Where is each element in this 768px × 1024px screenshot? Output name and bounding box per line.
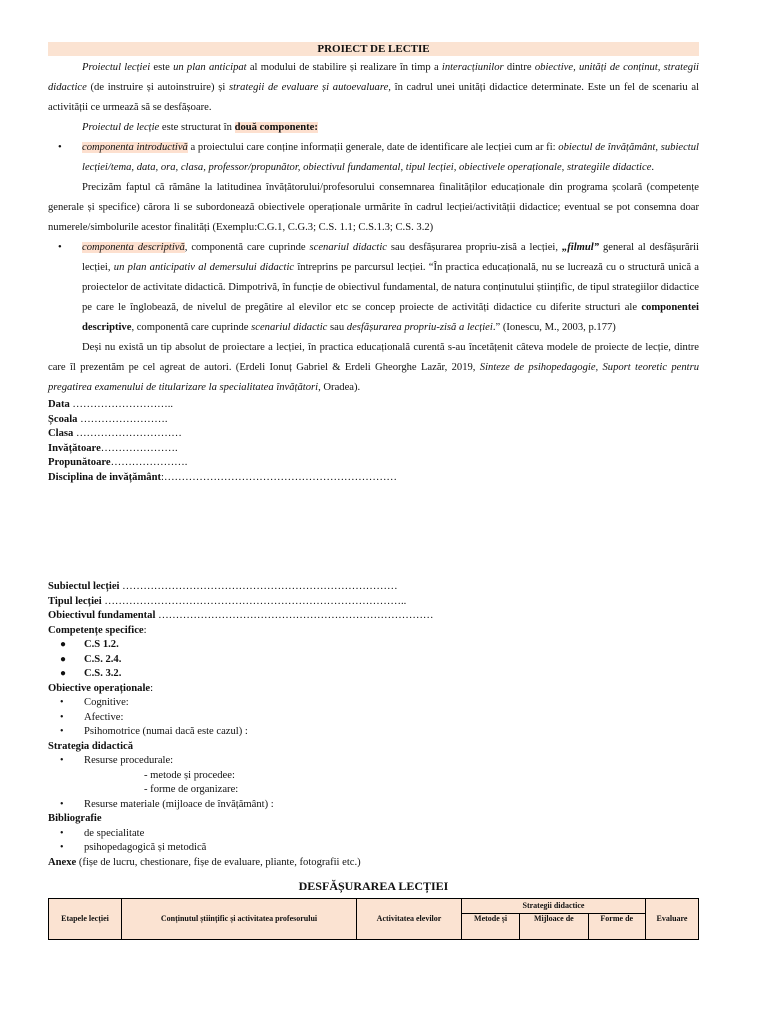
italic-term: Proiectul de lecție [82,122,160,133]
field-blank: …………………………………………………………………… [155,610,434,621]
section-label: Competențe specifice [48,624,144,636]
obiective-heading [48,682,699,697]
header-etapele: Etapele lecției [49,899,122,940]
text: general al desfășurării lecției, [82,242,699,273]
bullet-icon: • [60,755,64,766]
italic-term: obiectul de învățământ, subiectul lecției/tema, data, ora, clasa, professor/propunător, obiectivul fundamental, tipul lecției, obiectivele operaționale, strategiile didactice [82,142,699,173]
text: , componentă care cuprinde [184,242,310,253]
document-page [48,42,699,940]
text: al modului de stabilire și realizare în timp a [246,62,442,73]
intro-paragraph-1 [48,58,699,118]
bullet-icon: ● [60,639,67,650]
list-item-text: Resurse procedurale: [84,755,174,766]
text: : [143,624,147,636]
list-item-text: C.S. 2.4. [84,653,122,665]
italic-term: strategii de evaluare și autoevaluare, [228,82,391,93]
text: este structurat în [159,122,235,133]
bullet-icon: • [60,827,64,839]
identification-fields [48,398,699,870]
list-item [48,841,699,856]
bullet-icon: • [58,142,62,153]
bullet-icon: • [60,842,64,853]
sub-list-item: - metode și procedee: [144,769,235,781]
field-blank: ………………………… [73,428,182,439]
text: (fișe de lucru, chestionare, fișe de evaluare, pliante, fotografii etc.) [76,856,361,868]
bullet-icon: • [60,697,64,708]
sub-list-item: - forme de organizare: [144,784,239,795]
text: dintre [503,62,535,73]
text: sau [327,322,347,333]
field-label: Clasa [48,428,74,439]
header-metode: Metode și [462,914,520,940]
list-item-text: psihopedagogică și metodică [84,842,207,853]
section-label: Strategia didactică [48,740,134,752]
bullet-icon: ● [60,653,67,665]
field-tipul [48,595,699,610]
bullet-componenta-descriptiva [48,238,699,338]
field-blank: ………………………………………………………………………….. [101,595,407,607]
text: întreprins pe parcursul lecției. “În practica educațională, nu se lucrează cu o structură unică a proiectelor de activitate didactică. Dimpotrivă, în funcție de obiectivul fundamental, de natura conținutului științific, de tipul strategiilor didactice pe care le înglobează, de nivelul de pregătire al elevilor etc se concep proiecte de activități didactice cu diferite structuri ale [82,262,699,313]
blank-space [48,485,699,580]
strategia-heading [48,740,699,755]
highlighted-term: componenta introductivă [82,142,188,153]
list-item-text: Resurse materiale (mijloace de învățământ) : [84,798,274,810]
list-item [48,798,699,813]
field-blank: …………………. [110,457,188,468]
list-item-text: C.S. 3.2. [84,668,122,679]
list-item-text: Afective: [84,711,124,723]
italic-term: obiective, unități de conținut, strategii didactice [48,62,699,93]
field-obiectivul [48,609,699,624]
highlighted-term: două componente: [234,122,318,133]
list-item-text: de specialitate [84,827,145,839]
list-item [48,725,699,740]
field-label: Data [48,399,70,410]
italic-term: interacțiunilor [441,62,504,73]
bullet-icon: • [60,711,64,723]
bullet-icon: ● [60,668,67,679]
field-scoala [48,413,699,428]
section-label: Obiective operaționale [48,682,151,694]
header-activitatea: Activitatea elevilor [357,899,462,940]
header-forme: Forme de [588,914,646,940]
intro-paragraph-3: Precizăm faptul că rămâne la latitudinea învățătorului/profesorului consemnarea finalităților educaționale din programa școlară (competențe generale și specifice) cărora li se subordonează obiectivele operaționale urmărite în cadrul lecției/activității didactice; eventual se pot consemna doar numerele/simbolurile acestor finalități (Exemplu:C.G.1, C.G.3; C.S. 1.1; C.S.1.3; C.S. 3.2) [48,182,699,233]
italic-term: Proiectul lecției [82,62,151,73]
list-item [48,667,699,682]
list-item-text: C.S 1.2. [84,639,119,650]
text: (de instruire și autoinstruire) și [86,82,229,93]
text: .” (Ionescu, M., 2003, p.177) [492,322,616,333]
field-blank: …………………. [100,442,178,454]
bullet-icon: • [60,798,64,810]
field-label: Disciplina de invățământ [48,471,162,483]
field-data [48,398,699,413]
text: , Oradea). [318,382,361,393]
header-mijloace: Mijloace de [520,914,588,940]
competente-heading [48,624,699,639]
intro-paragraph-2 [48,118,699,138]
bullet-icon: • [58,242,62,253]
header-continutul: Conținutul științific și activitatea profesorului [122,899,357,940]
intro-paragraph-4 [48,338,699,398]
italic-term: un plan anticipat [173,62,247,73]
field-blank: ……………………….. [69,399,174,410]
text: a proiectului care conține informații generale, date de identificare ale lecției cum ar fi: [187,142,559,153]
field-label: Obiectivul fundamental [48,610,156,621]
text: în cadrul unei unități didactice determinate. Este un fel de scenariu al activității ce urmează să se desfășoare. [48,82,700,113]
list-item [48,827,699,842]
bold-term: componentei descriptive [82,302,699,333]
italic-term: desfășurarea propriu-zisă a lecției [346,322,493,333]
list-item-text: Cognitive: [84,697,129,708]
header-evaluare: Evaluare [646,899,699,940]
field-propunatoare [48,456,699,471]
text: este [150,62,174,73]
list-item [48,754,699,769]
list-item [48,638,699,653]
text: sau desfășurarea propriu-zisă a lecției, [387,242,562,253]
list-item [48,653,699,668]
field-label: Tipul lecției [48,595,102,607]
field-blank: :………………………………………………………… [161,471,398,483]
field-clasa [48,427,699,442]
anexe-line [48,856,699,871]
field-invatatoare [48,442,699,457]
list-item [48,711,699,726]
desfasurare-title: DESFĂȘURAREA LECȚIEI [298,879,449,893]
text: Deși nu există un tip absolut de proiectare a lecției, în practica educațională curentă s-au încetățenit câteva modele de proiecte de lecție, dintre care îl prezentăm pe cel agreat de autori. (Erdeli Ionuț Gabriel & Erdeli Gheorghe Lazăr, 2019, [48,342,699,373]
italic-term: scenariul didactic [309,242,387,253]
text: : [150,682,154,694]
field-label: Propunătoare [48,457,111,468]
field-subiectul [48,580,699,595]
highlighted-term: componenta descriptivă [82,242,185,253]
lesson-table [48,898,699,940]
header-strategii: Strategii didactice [462,899,646,914]
field-label: Școala [48,413,78,425]
italic-term: Sinteze de psihopedagogie, Suport teoretic pentru pregatirea examenului de titularizare la specialitatea învățători [48,362,700,393]
italic-term: scenariul didactic [251,322,328,333]
text: . [651,162,655,173]
italic-term: „filmul” [561,242,600,253]
field-label: Subiectul lecției [48,581,120,592]
bibliografie-heading [48,812,699,827]
section-label: Bibliografie [48,813,102,824]
list-item [48,696,699,711]
field-disciplina [48,471,699,486]
field-blank: …………………………………………………………………… [119,581,398,592]
list-item-text: Psihomotrice (numai dacă este cazul) : [84,726,248,737]
italic-term: un plan anticipativ al demersului didactic [113,262,295,273]
field-label: Invățătoare [48,442,101,454]
document-title: PROIECT DE LECTIE [48,42,699,56]
bullet-icon: • [60,726,64,737]
field-blank: ……………………. [77,413,168,425]
text: , componentă care cuprinde [131,322,252,333]
bullet-componenta-introductiva [48,138,699,178]
section-label: Anexe [48,856,77,868]
